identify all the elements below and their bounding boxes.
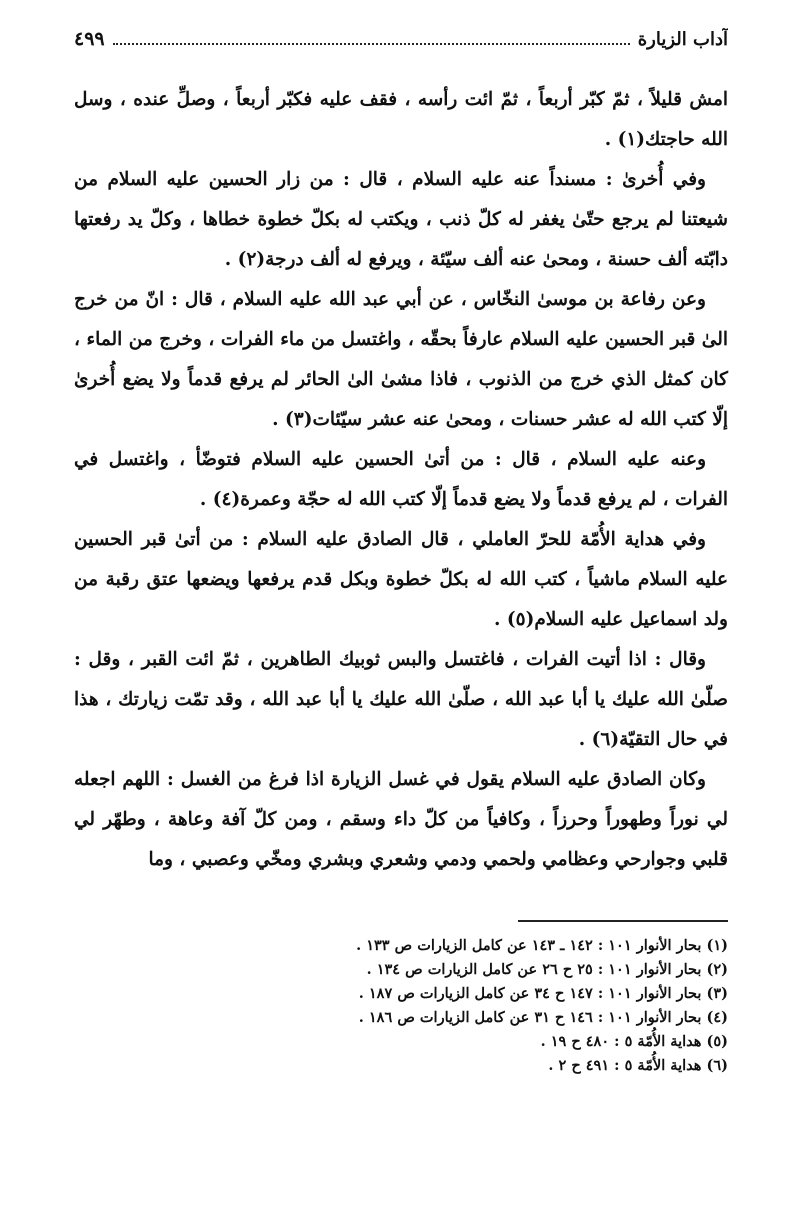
body-text: [74, 80, 728, 880]
dot-leader: [113, 42, 630, 45]
document-page: [74, 28, 728, 1198]
footnote: (٢) بحار الأنوار ١٠١ : ٢٥ ح ٢٦ عن كامل الزيارات ص ١٣٤ .: [366, 961, 728, 978]
paragraph: امش قليلاً ، ثمّ كبّر أربعاً ، ثمّ ائت رأسه ، فقف عليه فكبّر أربعاً ، وصلِّ عنده ، وسل الله حاجتك(١) .: [74, 89, 728, 150]
footnote: (٣) بحار الأنوار ١٠١ : ١٤٧ ح ٣٤ عن كامل الزيارات ص ١٨٧ .: [358, 985, 728, 1002]
paragraph: وعن رفاعة بن موسىٰ النخّاس ، عن أبي عبد الله عليه السلام ، قال : انّ من خرج الىٰ قبر الحسين عليه السلام عارفاً بحقّه ، واغتسل من ماء الفرات ، وخرج من الماء ، كان كمثل الذي خرج من الذنوب ، فاذا مشىٰ الىٰ الحائر لم يرفع قدماً ولا يضع أُخرىٰ إلّا كتب الله له عشر حسنات ، ومحىٰ عنه عشر سيّئات(٣) .: [74, 289, 728, 430]
paragraph: وكان الصادق عليه السلام يقول في غسل الزيارة اذا فرغ من الغسل : اللهم اجعله لي نوراً وطهوراً وحرزاً ، وكافياً من كلّ داء وسقم ، ومن كلّ آفة وعاهة ، وطهّر لي قلبي وجوارحي وعظامي ولحمي ودمي وشعري وبشري ومخّي وعصبي ، وما: [74, 769, 728, 870]
chapter-title: آداب الزيارة: [637, 29, 728, 50]
footnotes: [74, 934, 728, 1078]
page-number: ٤٩٩: [74, 28, 105, 50]
footnote: (١) بحار الأنوار ١٠١ : ١٤٢ ـ ١٤٣ عن كامل الزيارات ص ١٣٣ .: [356, 937, 728, 954]
footnote: (٦) هداية الأُمّة ٥ : ٤٩١ ح ٢ .: [548, 1057, 728, 1074]
running-header: [74, 28, 728, 68]
paragraph: وقال : اذا أتيت الفرات ، فاغتسل والبس ثوبيك الطاهرين ، ثمّ ائت القبر ، وقل : صلّىٰ الله عليك يا أبا عبد الله ، صلّىٰ الله عليك يا أبا عبد الله ، وقد تمّت زيارتك ، هذا في حال التقيّة(٦) .: [74, 649, 728, 750]
paragraph: وفي هداية الأُمّة للحرّ العاملي ، قال الصادق عليه السلام : من أتىٰ قبر الحسين عليه السلام ماشياً ، كتب الله له بكلّ خطوة وبكل قدم يرفعها ويضعها عتق رقبة من ولد اسماعيل عليه السلام(٥) .: [74, 529, 728, 630]
paragraph: وعنه عليه السلام ، قال : من أتىٰ الحسين عليه السلام فتوضّأ ، واغتسل في الفرات ، لم يرفع قدماً ولا يضع قدماً إلّا كتب الله له حجّة وعمرة(٤) .: [74, 449, 728, 510]
footnote: (٤) بحار الأنوار ١٠١ : ١٤٦ ح ٣١ عن كامل الزيارات ص ١٨٦ .: [358, 1009, 728, 1026]
footnote: (٥) هداية الأُمّة ٥ : ٤٨٠ ح ١٩ .: [540, 1033, 728, 1050]
footnote-separator: [518, 920, 728, 922]
paragraph: وفي أُخرىٰ : مسنداً عنه عليه السلام ، قال : من زار الحسين عليه السلام من شيعتنا لم يرجع حتّىٰ يغفر له كلّ ذنب ، ويكتب له بكلّ خطوة خطاها ، وكلّ يد رفعتها دابّته ألف حسنة ، ومحىٰ عنه ألف سيّئة ، ويرفع له ألف درجة(٢) .: [74, 169, 728, 270]
